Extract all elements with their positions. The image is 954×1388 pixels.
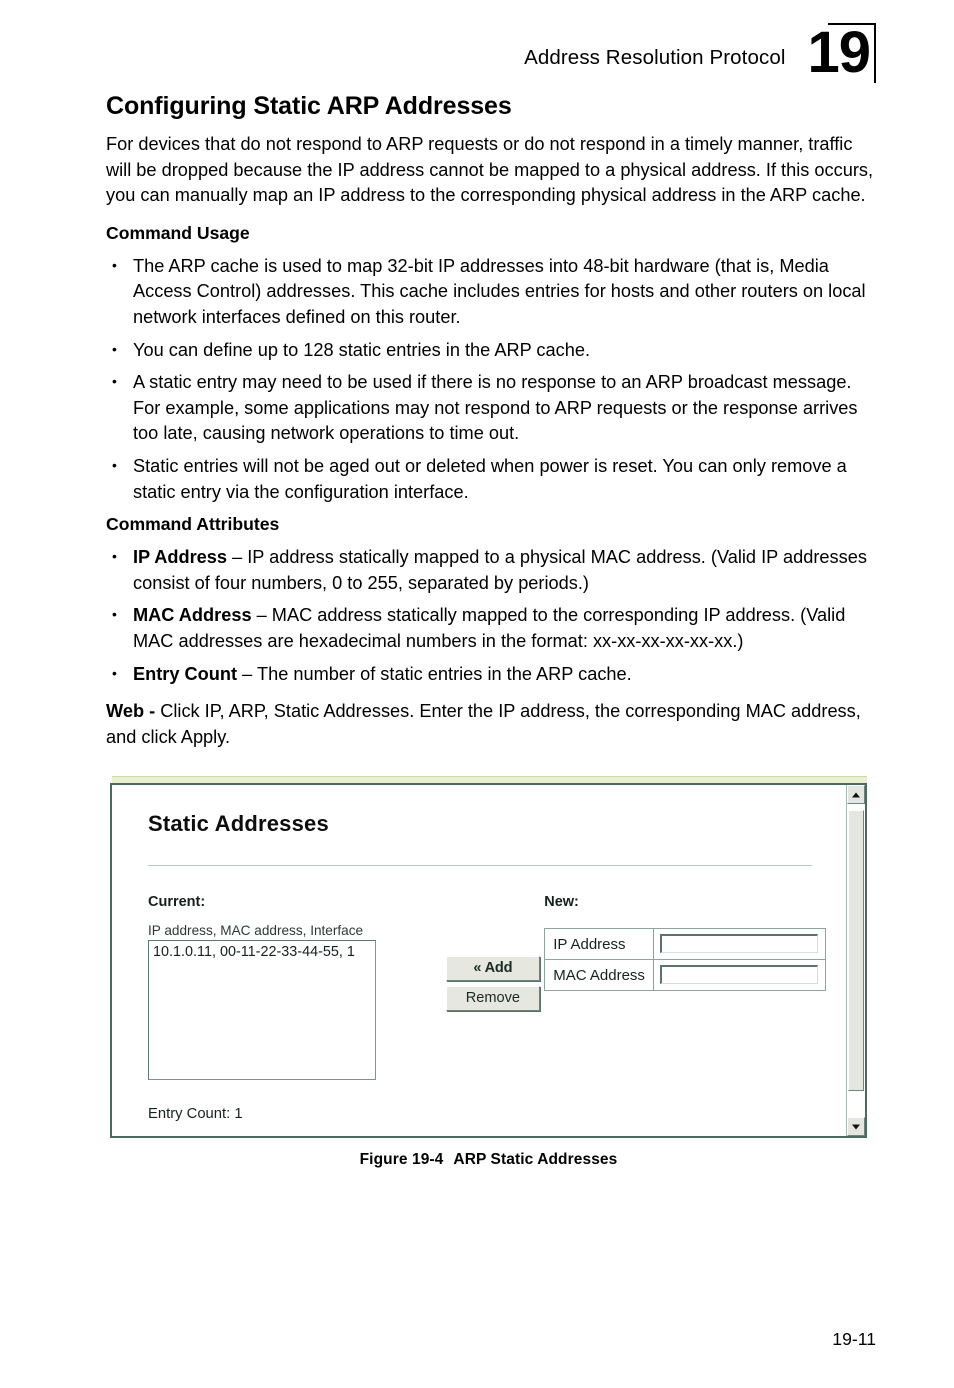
figure-arp-static-addresses <box>110 776 867 1169</box>
list-item: • You can define up to 128 static entries in the ARP cache. <box>106 338 876 364</box>
attribute-desc: – IP address statically mapped to a physical MAC address. (Valid IP addresses consist of four numbers, 0 to 255, separated by periods.) <box>133 547 867 593</box>
page-title: Configuring Static ARP Addresses <box>106 92 512 120</box>
figure-caption <box>110 1151 867 1169</box>
scroll-down-button[interactable] <box>847 1117 865 1136</box>
command-usage-list <box>106 254 876 505</box>
new-label: New: <box>544 894 579 910</box>
attribute-desc: – MAC address statically mapped to the corresponding IP address. (Valid MAC addresses are hexadecimal numbers in the format: xx-xx-xx-xx-xx-xx.) <box>133 605 846 651</box>
web-instruction-text: Click IP, ARP, Static Addresses. Enter the IP address, the corresponding MAC address, and click Apply. <box>106 701 861 747</box>
list-item <box>106 603 876 654</box>
figure-top-band <box>112 776 867 783</box>
remove-button[interactable]: Remove <box>446 986 540 1011</box>
page-number: 19-11 <box>832 1329 876 1349</box>
list-item: • Static entries will not be aged out or deleted when power is reset. You can only remove a static entry via the configuration interface. <box>106 454 876 505</box>
chapter-number <box>807 20 876 85</box>
web-instruction <box>106 699 876 750</box>
scroll-up-button[interactable] <box>847 785 865 804</box>
vertical-scrollbar[interactable] <box>846 785 865 1136</box>
running-header <box>524 20 876 85</box>
attribute-term: Entry Count <box>133 663 238 684</box>
triangle-up-icon <box>852 792 860 797</box>
title-divider <box>148 865 812 866</box>
attribute-term: IP Address <box>133 547 228 568</box>
list-item <box>106 545 876 596</box>
app-page-title: Static Addresses <box>148 811 329 836</box>
intro-paragraph: For devices that do not respond to ARP requests or do not respond in a timely manner, traffic will be dropped because the IP address cannot be mapped to a physical address. If this occurs, you can manually map an IP address to the corresponding physical address in the ARP cache. <box>106 134 874 206</box>
figure-number: Figure 19-4 <box>359 1151 444 1168</box>
new-column <box>544 894 826 1080</box>
list-caption: IP address, MAC address, Interface <box>148 923 364 938</box>
current-column <box>148 894 442 1080</box>
table-row <box>545 960 826 991</box>
app-screenshot-content <box>112 785 846 1136</box>
current-entries-listbox[interactable] <box>148 940 376 1080</box>
chapter-number-digits: 19 <box>807 20 870 85</box>
form-columns <box>148 894 826 1080</box>
scrollbar-thumb[interactable] <box>848 810 864 1091</box>
new-entry-table <box>544 928 826 991</box>
web-instruction-label: Web - <box>106 701 156 722</box>
triangle-down-icon <box>852 1124 860 1129</box>
page-content <box>106 92 876 750</box>
list-item: • A static entry may need to be used if there is no response to an ARP broadcast message. For example, some applications may not respond to ARP requests or the response arrives too late, causing network operations to time out. <box>106 370 876 447</box>
attribute-term: MAC Address <box>133 605 252 626</box>
mac-address-cell <box>653 960 825 991</box>
add-button[interactable]: « Add <box>446 956 540 981</box>
table-row <box>545 929 826 960</box>
command-usage-heading: Command Usage <box>106 222 250 243</box>
action-buttons <box>442 894 545 1080</box>
running-header-title: Address Resolution Protocol <box>524 46 786 69</box>
ip-address-cell <box>653 929 825 960</box>
ip-address-label: IP Address <box>545 929 654 960</box>
list-item[interactable]: 10.1.0.11, 00-11-22-33-44-55, 1 <box>153 944 355 960</box>
command-attributes-list <box>106 545 876 687</box>
app-screenshot-window <box>110 783 867 1138</box>
figure-caption-text: ARP Static Addresses <box>453 1151 618 1168</box>
mac-address-label: MAC Address <box>545 960 654 991</box>
mac-address-input[interactable] <box>660 965 818 984</box>
scrollbar-track[interactable] <box>847 804 865 1117</box>
current-label: Current: <box>148 894 206 910</box>
ip-address-input[interactable] <box>660 934 818 953</box>
attribute-desc: – The number of static entries in the ARP cache. <box>237 663 632 684</box>
entry-count-status: Entry Count: 1 <box>148 1106 243 1122</box>
list-item: • The ARP cache is used to map 32-bit IP addresses into 48-bit hardware (that is, Media Access Control) addresses. This cache includes entries for hosts and other routers on local network interfaces defined on this router. <box>106 254 876 331</box>
list-item <box>106 662 876 688</box>
command-attributes-heading: Command Attributes <box>106 514 280 535</box>
